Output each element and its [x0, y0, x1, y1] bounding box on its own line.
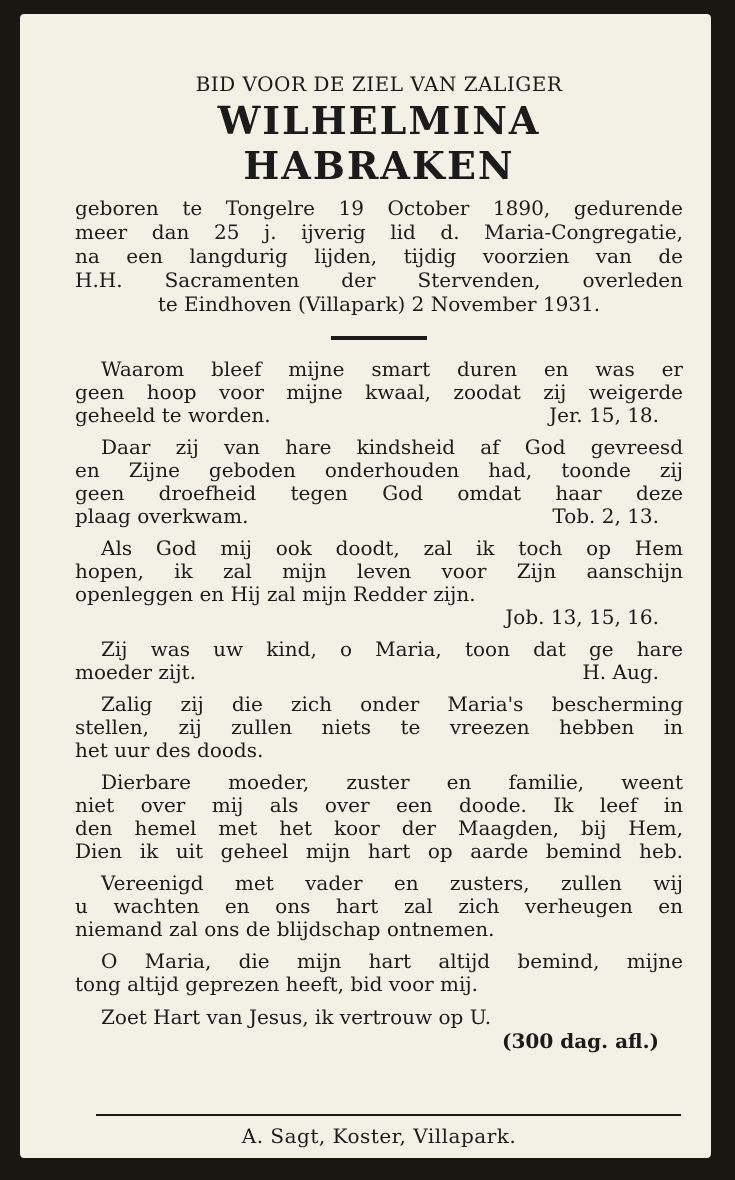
card-content — [75, 72, 683, 1053]
indulgence-note: (300 dag. afl.) — [502, 1029, 659, 1053]
verse-paragraph — [75, 950, 683, 996]
verse-line: niet over mij als over een doode. Ik leef in — [75, 793, 683, 817]
verse-paragraph — [75, 436, 683, 528]
memorial-card — [20, 14, 711, 1158]
verse-line: O Maria, die mijn hart altijd bemind, mijne — [101, 949, 683, 973]
verse-line: geen hoop voor mijne kwaal, zoodat zij weigerde — [75, 380, 683, 404]
verse-line: het uur des doods. — [75, 738, 264, 762]
verse-line: Vereenigd met vader en zusters, zullen wij — [101, 871, 683, 895]
intro-line: H.H. Sacramenten der Stervenden, overleden — [75, 268, 683, 292]
divider-bar — [331, 336, 427, 340]
verse-line: plaag overkwam. — [75, 504, 249, 528]
verse-line: u wachten en ons hart zal zich verheugen en — [75, 894, 683, 918]
verse-paragraph — [75, 872, 683, 941]
verse-line: moeder zijt. — [75, 660, 196, 684]
verse-paragraph — [75, 537, 683, 629]
verse-line: hopen, ik zal mijn leven voor Zijn aanschijn — [75, 559, 683, 583]
verse-reference: Tob. 2, 13. — [552, 504, 659, 528]
verse-line: stellen, zij zullen niets te vreezen hebben in — [75, 715, 683, 739]
verse-line: Dierbare moeder, zuster en familie, weent — [101, 770, 683, 794]
verse-line: tong altijd geprezen heeft, bid voor mij. — [75, 972, 478, 996]
deceased-name: WILHELMINA HABRAKEN — [217, 98, 541, 188]
closing-prayer — [75, 1005, 683, 1053]
verse-last-line — [75, 404, 683, 427]
verse-last-line — [75, 661, 683, 684]
verse-reference: H. Aug. — [582, 660, 659, 684]
verse-line: Waarom bleef mijne smart duren en was er — [101, 357, 683, 381]
verse-line: Dien ik uit geheel mijn hart op aarde bemind heb. — [75, 839, 683, 863]
verse-paragraph — [75, 771, 683, 863]
verse-last-line — [75, 505, 683, 528]
verse-line: openleggen en Hij zal mijn Redder zijn. — [75, 582, 476, 606]
verse-line: en Zijne geboden onderhouden had, toonde zij — [75, 458, 683, 482]
verse-line: Daar zij van hare kindsheid af God gevreesd — [101, 435, 683, 459]
printer-credit: A. Sagt, Koster, Villapark. — [241, 1124, 517, 1148]
verse-paragraph — [75, 693, 683, 762]
verse-line: den hemel met het koor der Maagden, bij Hem, — [75, 816, 683, 840]
intro-line: meer dan 25 j. ijverig lid d. Maria-Congregatie, — [75, 220, 683, 244]
verse-paragraph — [75, 638, 683, 684]
verse-reference: Job. 13, 15, 16. — [505, 605, 659, 629]
intro-line: te Eindhoven (Villapark) 2 November 1931. — [157, 292, 601, 316]
footer-rule — [96, 1114, 681, 1116]
verse-paragraph — [75, 358, 683, 427]
verse-line: geen droefheid tegen God omdat haar deze — [75, 481, 683, 505]
closing-line: Zoet Hart van Jesus, ik vertrouw op U. — [101, 1005, 492, 1029]
intro-line: na een langdurig lijden, tijdig voorzien van de — [75, 244, 683, 268]
verse-line: Als God mij ook doodt, zal ik toch op Hem — [101, 536, 683, 560]
intro-paragraph — [75, 196, 683, 316]
verse-reference: Jer. 15, 18. — [549, 403, 659, 427]
verse-line: Zalig zij die zich onder Maria's bescherming — [101, 692, 683, 716]
verse-line: Zij was uw kind, o Maria, toon dat ge hare — [101, 637, 683, 661]
verse-line: geheeld te worden. — [75, 403, 271, 427]
verse-line: niemand zal ons de blijdschap ontnemen. — [75, 917, 495, 941]
intro-line: geboren te Tongelre 19 October 1890, gedurende — [75, 196, 683, 220]
card-header: BID VOOR DE ZIEL VAN ZALIGER — [195, 72, 563, 96]
